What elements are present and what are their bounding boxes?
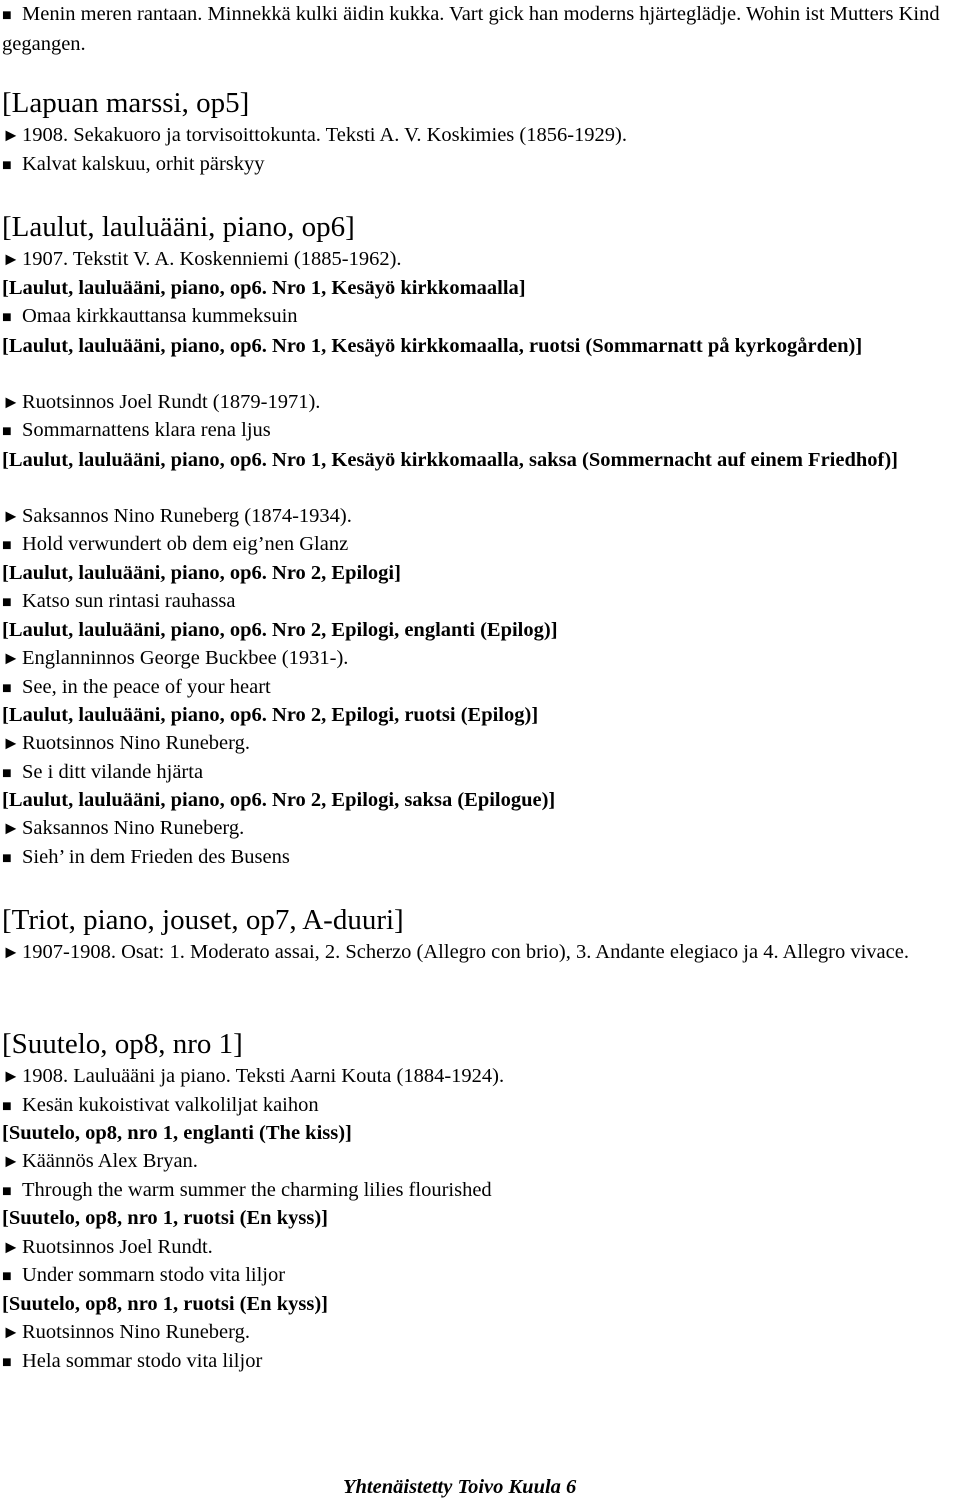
arrow-bullet-icon: ► bbox=[2, 733, 20, 753]
line-text: Ruotsinnos Nino Runeberg. bbox=[22, 1321, 250, 1343]
line-text: 1908. Lauluääni ja piano. Teksti Aarni Kouta (1884-1924). bbox=[22, 1065, 505, 1087]
entry-line bbox=[2, 589, 236, 615]
line-text: [Suutelo, op8, nro 1, ruotsi (En kyss)] bbox=[2, 1207, 328, 1229]
line-text: Through the warm summer the charming lilies flourished bbox=[22, 1179, 492, 1201]
arrow-bullet-icon: ► bbox=[2, 648, 20, 668]
entry-line bbox=[2, 816, 244, 840]
entry-line bbox=[2, 1178, 492, 1204]
square-bullet-icon: ■ bbox=[2, 1268, 12, 1285]
entry-line bbox=[2, 646, 348, 670]
arrow-bullet-icon: ► bbox=[2, 1151, 20, 1171]
line-text: [Laulut, lauluääni, piano, op6. Nro 2, Epilogi, englanti (Epilog)] bbox=[2, 619, 558, 641]
section-heading bbox=[2, 903, 404, 937]
subsection-heading bbox=[2, 788, 555, 812]
square-bullet-icon: ■ bbox=[2, 7, 12, 24]
line-text: Hela sommar stodo vita liljor bbox=[22, 1350, 263, 1372]
entry-line bbox=[2, 938, 952, 967]
entry-line bbox=[2, 760, 203, 786]
square-bullet-icon: ■ bbox=[2, 850, 12, 867]
line-text: [Suutelo, op8, nro 1, ruotsi (En kyss)] bbox=[2, 1293, 328, 1315]
square-bullet-icon: ■ bbox=[2, 1183, 12, 1200]
line-text: Se i ditt vilande hjärta bbox=[22, 761, 204, 783]
entry-line bbox=[2, 390, 320, 414]
line-text: 1907. Tekstit V. A. Koskenniemi (1885-1962). bbox=[22, 248, 402, 270]
square-bullet-icon: ■ bbox=[2, 680, 12, 697]
entry-line bbox=[2, 418, 271, 444]
entry-line bbox=[2, 0, 952, 59]
arrow-bullet-icon: ► bbox=[2, 942, 20, 962]
line-text: Katso sun rintasi rauhassa bbox=[22, 590, 236, 612]
section-heading bbox=[2, 1027, 243, 1061]
subsection-heading bbox=[2, 703, 538, 727]
entry-line bbox=[2, 1263, 285, 1289]
line-text: [Laulut, lauluääni, piano, op6] bbox=[2, 211, 355, 243]
entry-line bbox=[2, 1064, 504, 1088]
line-text: [Suutelo, op8, nro 1, englanti (The kiss)] bbox=[2, 1122, 352, 1144]
entry-line bbox=[2, 845, 290, 871]
entry-line bbox=[2, 1320, 250, 1344]
section-heading bbox=[2, 86, 249, 120]
square-bullet-icon: ■ bbox=[2, 309, 12, 326]
square-bullet-icon: ■ bbox=[2, 765, 12, 782]
arrow-bullet-icon: ► bbox=[2, 125, 20, 145]
line-text: See, in the peace of your heart bbox=[22, 676, 271, 698]
line-text: [Laulut, lauluääni, piano, op6. Nro 2, Epilogi, ruotsi (Epilog)] bbox=[2, 704, 539, 726]
line-text: Hold verwundert ob dem eig’nen Glanz bbox=[22, 533, 349, 555]
line-text: Menin meren rantaan. Minnekkä kulki äidin kukka. Vart gick han moderns hjärteglädje. Wohin ist Mutters Kind gegangen. bbox=[2, 3, 940, 55]
line-text: [Laulut, lauluääni, piano, op6. Nro 2, Epilogi, saksa (Epilogue)] bbox=[2, 789, 556, 811]
arrow-bullet-icon: ► bbox=[2, 1322, 20, 1342]
arrow-bullet-icon: ► bbox=[2, 818, 20, 838]
line-text: Käännös Alex Bryan. bbox=[22, 1150, 198, 1172]
arrow-bullet-icon: ► bbox=[2, 1066, 20, 1086]
subsection-heading bbox=[2, 1292, 328, 1316]
line-text: 1908. Sekakuoro ja torvisoittokunta. Teksti A. V. Koskimies (1856-1929). bbox=[22, 124, 628, 146]
subsection-heading bbox=[2, 1121, 352, 1145]
line-text: [Laulut, lauluääni, piano, op6. Nro 2, Epilogi] bbox=[2, 562, 401, 584]
line-text: 1907-1908. Osat: 1. Moderato assai, 2. Scherzo (Allegro con brio), 3. Andante elegiaco ja 4. Allegro vivace. bbox=[22, 941, 909, 963]
line-text: [Suutelo, op8, nro 1] bbox=[2, 1028, 243, 1060]
entry-line bbox=[2, 731, 250, 755]
line-text: [Laulut, lauluääni, piano, op6. Nro 1, Kesäyö kirkkomaalla, ruotsi (Sommarnatt på kyrkogården)] bbox=[2, 335, 863, 357]
entry-line bbox=[2, 247, 402, 271]
line-text: Ruotsinnos Joel Rundt (1879-1971). bbox=[22, 391, 321, 413]
line-text: [Laulut, lauluääni, piano, op6. Nro 1, Kesäyö kirkkomaalla, saksa (Sommernacht auf einem Friedhof)] bbox=[2, 449, 898, 471]
square-bullet-icon: ■ bbox=[2, 1354, 12, 1371]
line-text: Under sommarn stodo vita liljor bbox=[22, 1264, 286, 1286]
square-bullet-icon: ■ bbox=[2, 1098, 12, 1115]
line-text: [Lapuan marssi, op5] bbox=[2, 87, 250, 119]
entry-line bbox=[2, 123, 627, 147]
arrow-bullet-icon: ► bbox=[2, 392, 20, 412]
entry-line bbox=[2, 1149, 198, 1173]
subsection-heading bbox=[2, 561, 401, 585]
entry-line bbox=[2, 504, 352, 528]
entry-line bbox=[2, 675, 271, 701]
entry-line bbox=[2, 1235, 213, 1259]
arrow-bullet-icon: ► bbox=[2, 1237, 20, 1257]
line-text: Kalvat kalskuu, orhit pärskyy bbox=[22, 153, 265, 175]
line-text: Englanninnos George Buckbee (1931-). bbox=[22, 647, 349, 669]
line-text: Omaa kirkkauttansa kummeksuin bbox=[22, 305, 298, 327]
arrow-bullet-icon: ► bbox=[2, 249, 20, 269]
subsection-heading bbox=[2, 618, 558, 642]
section-heading bbox=[2, 210, 355, 244]
subsection-heading bbox=[2, 332, 952, 361]
square-bullet-icon: ■ bbox=[2, 594, 12, 611]
square-bullet-icon: ■ bbox=[2, 157, 12, 174]
subsection-heading bbox=[2, 276, 526, 300]
line-text: Ruotsinnos Joel Rundt. bbox=[22, 1236, 213, 1258]
line-text: Sieh’ in dem Frieden des Busens bbox=[22, 846, 290, 868]
entry-line bbox=[2, 304, 298, 330]
arrow-bullet-icon: ► bbox=[2, 506, 20, 526]
line-text: Saksannos Nino Runeberg. bbox=[22, 817, 245, 839]
line-text: [Triot, piano, jouset, op7, A-duuri] bbox=[2, 904, 404, 936]
square-bullet-icon: ■ bbox=[2, 423, 12, 440]
square-bullet-icon: ■ bbox=[2, 537, 12, 554]
entry-line bbox=[2, 152, 265, 178]
entry-line bbox=[2, 532, 348, 558]
subsection-heading bbox=[2, 446, 952, 475]
line-text: Kesän kukoistivat valkoliljat kaihon bbox=[22, 1094, 319, 1116]
line-text: Ruotsinnos Nino Runeberg. bbox=[22, 732, 250, 754]
line-text: Sommarnattens klara rena ljus bbox=[22, 419, 271, 441]
line-text: [Laulut, lauluääni, piano, op6. Nro 1, Kesäyö kirkkomaalla] bbox=[2, 277, 526, 299]
entry-line bbox=[2, 1349, 262, 1375]
line-text: Saksannos Nino Runeberg (1874-1934). bbox=[22, 505, 352, 527]
entry-line bbox=[2, 1093, 319, 1119]
subsection-heading bbox=[2, 1206, 328, 1230]
page-footer: Yhtenäistetty Toivo Kuula 6 bbox=[343, 1476, 577, 1498]
